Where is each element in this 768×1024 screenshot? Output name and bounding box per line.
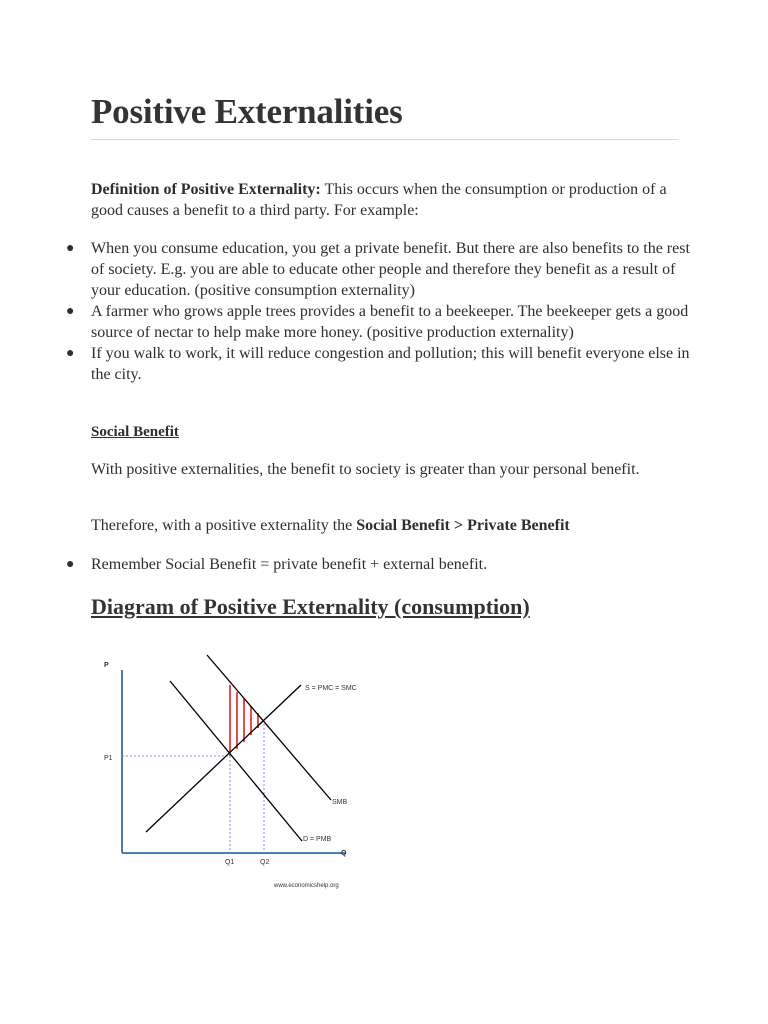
definition-label: Definition of Positive Externality: <box>91 181 321 198</box>
bullet-icon: ● <box>66 304 75 319</box>
y-axis-label: P <box>104 662 109 669</box>
bullet-icon: ● <box>66 557 75 572</box>
examples-list <box>0 238 690 385</box>
title-divider <box>91 139 678 140</box>
definition-paragraph <box>91 179 681 221</box>
conclusion-bold: Social Benefit > Private Benefit <box>356 517 570 534</box>
definition-text: This occurs when the consumption or production of a good causes a benefit to a third party. For example: <box>91 181 667 219</box>
remember-list <box>0 554 690 575</box>
list-item-text: Remember Social Benefit = private benefit + external benefit. <box>91 556 488 573</box>
smb-label: SMB <box>332 799 348 806</box>
list-item <box>0 554 690 575</box>
smb-curve <box>207 655 331 800</box>
list-item <box>0 343 690 385</box>
q2-label: Q2 <box>260 859 270 866</box>
x-axis-label: Q <box>341 850 347 857</box>
list-item <box>0 238 690 301</box>
positive-externality-diagram <box>96 650 376 896</box>
supply-label: S = PMC = SMC <box>305 685 357 692</box>
list-item <box>0 301 690 343</box>
list-item-text: If you walk to work, it will reduce congestion and pollution; this will benefit everyone else in the city. <box>91 345 690 383</box>
diagram-heading: Diagram of Positive Externality (consumption) <box>91 594 530 619</box>
page-title: Positive Externalities <box>91 92 403 131</box>
demand-label: D = PMB <box>303 836 332 843</box>
p1-label: P1 <box>104 755 113 762</box>
social-benefit-conclusion <box>91 515 681 536</box>
social-benefit-paragraph: With positive externalities, the benefit to society is greater than your personal benefit. <box>91 461 640 478</box>
list-item-text: When you consume education, you get a private benefit. But there are also benefits to the rest of society. E.g. you are able to educate other people and therefore they benefit as a result of your education. (positive consumption externality) <box>91 240 690 299</box>
supply-curve <box>146 685 301 832</box>
demand-curve <box>170 681 302 841</box>
source-label: www.economicshelp.org <box>274 883 339 889</box>
bullet-icon: ● <box>66 346 75 361</box>
welfare-loss-area <box>230 685 258 756</box>
list-item-text: A farmer who grows apple trees provides a benefit to a beekeeper. The beekeeper gets a good source of nectar to help make more honey. (positive production externality) <box>91 303 689 341</box>
social-benefit-heading: Social Benefit <box>91 424 179 440</box>
bullet-icon: ● <box>66 241 75 256</box>
conclusion-prefix: Therefore, with a positive externality the <box>91 517 357 534</box>
q1-label: Q1 <box>225 859 235 866</box>
